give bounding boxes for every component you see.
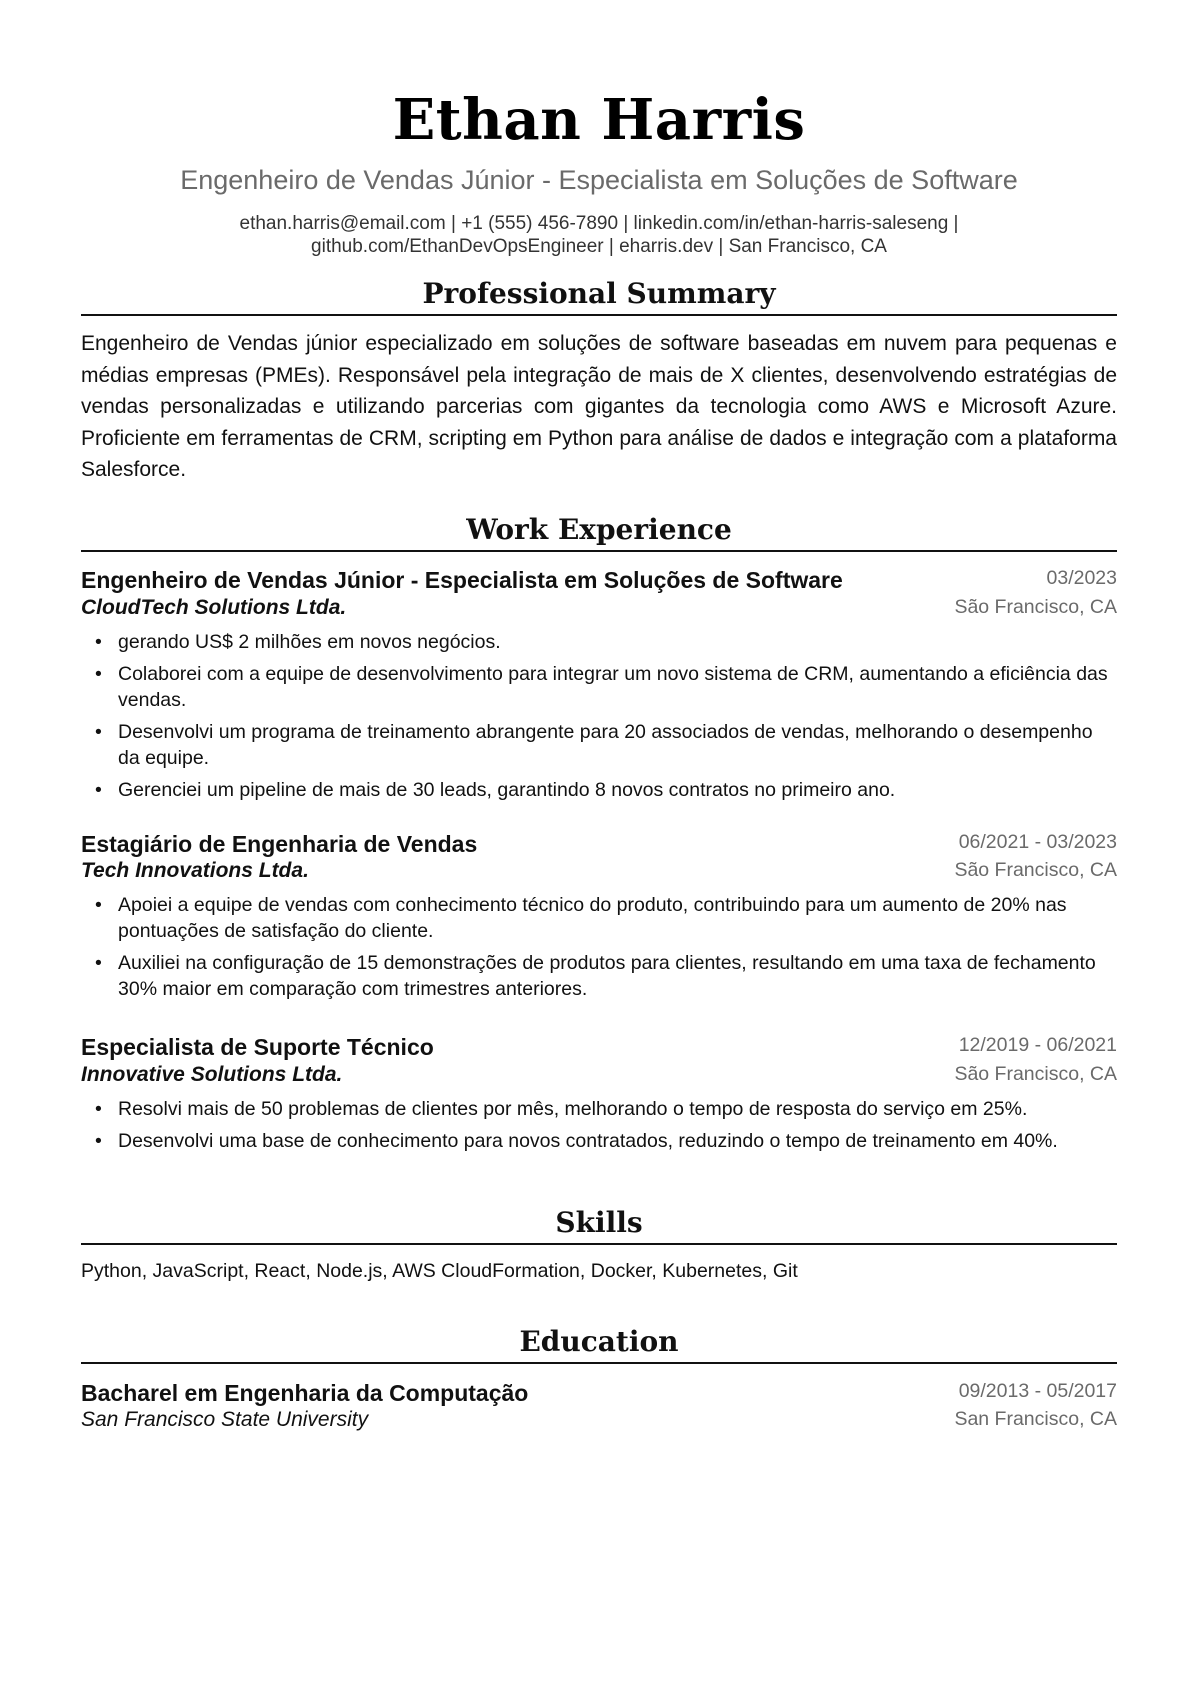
list-item: • gerando US$ 2 milhões em novos negócios. <box>81 629 1117 655</box>
list-item: • Apoiei a equipe de vendas com conhecimento técnico do produto, contribuindo para um aumento de 20% nas pontuações de satisfação do cliente. <box>81 892 1117 944</box>
job-bullets <box>81 629 1117 809</box>
summary-divider <box>81 314 1117 316</box>
job-location: São Francisco, CA <box>954 1063 1117 1085</box>
school-name: San Francisco State University <box>81 1408 369 1431</box>
job-company: Tech Innovations Ltda. <box>81 859 309 882</box>
candidate-headline: Engenheiro de Vendas Júnior - Especialista em Soluções de Software <box>180 165 1018 195</box>
education-divider <box>81 1362 1117 1364</box>
contact-line-2: github.com/EthanDevOpsEngineer | eharris.dev | San Francisco, CA <box>311 236 887 257</box>
candidate-name: Ethan Harris <box>392 87 806 153</box>
list-item: • Colaborei com a equipe de desenvolvimento para integrar um novo sistema de CRM, aumentando a eficiência das vendas. <box>81 661 1117 713</box>
contact-info <box>81 212 1117 258</box>
list-item: • Gerenciei um pipeline de mais de 30 leads, garantindo 8 novos contratos no primeiro ano. <box>81 777 1117 803</box>
contact-line-1: ethan.harris@email.com | +1 (555) 456-7890 | linkedin.com/in/ethan-harris-saleseng | <box>239 213 959 234</box>
education-date: 09/2013 - 05/2017 <box>958 1380 1117 1402</box>
summary-text: Engenheiro de Vendas júnior especializado em soluções de software baseadas em nuvem para pequenas e médias empresas (PMEs). Responsável pela integração de mais de X clientes, desenvolvendo estratégias de vendas personalizadas e utilizando parcerias com gigantes da tecnologia como AWS e Microsoft Azure. Proficiente em ferramentas de CRM, scripting em Python para análise de dados e integração com a plataforma Salesforce. <box>81 332 1117 481</box>
job-title: Especialista de Suporte Técnico <box>81 1034 434 1060</box>
list-item: • Resolvi mais de 50 problemas de clientes por mês, melhorando o tempo de resposta do serviço em 25%. <box>81 1096 1117 1122</box>
summary-section-title: Professional Summary <box>422 277 776 310</box>
school-location: San Francisco, CA <box>954 1408 1117 1430</box>
job-company: Innovative Solutions Ltda. <box>81 1063 343 1086</box>
job-date: 06/2021 - 03/2023 <box>958 831 1117 853</box>
skills-text: Python, JavaScript, React, Node.js, AWS CloudFormation, Docker, Kubernetes, Git <box>81 1260 798 1282</box>
degree-title: Bacharel em Engenharia da Computação <box>81 1380 529 1406</box>
list-item: • Desenvolvi um programa de treinamento abrangente para 20 associados de vendas, melhorando o desempenho da equipe. <box>81 719 1117 771</box>
skills-divider <box>81 1243 1117 1245</box>
job-bullets <box>81 892 1117 1008</box>
list-item: • Desenvolvi uma base de conhecimento para novos contratados, reduzindo o tempo de treinamento em 40%. <box>81 1128 1117 1154</box>
experience-section-title: Work Experience <box>466 513 732 546</box>
job-location: São Francisco, CA <box>954 859 1117 881</box>
job-location: São Francisco, CA <box>954 596 1117 618</box>
job-title: Estagiário de Engenharia de Vendas <box>81 831 478 857</box>
skills-section-title: Skills <box>555 1206 643 1239</box>
list-item: • Auxiliei na configuração de 15 demonstrações de produtos para clientes, resultando em uma taxa de fechamento 30% maior em comparação com trimestres anteriores. <box>81 950 1117 1002</box>
job-title: Engenheiro de Vendas Júnior - Especialista em Soluções de Software <box>81 567 843 593</box>
experience-divider <box>81 550 1117 552</box>
job-company: CloudTech Solutions Ltda. <box>81 596 347 619</box>
education-section-title: Education <box>519 1325 679 1358</box>
job-bullets <box>81 1096 1117 1160</box>
job-date: 03/2023 <box>1046 567 1117 589</box>
job-date: 12/2019 - 06/2021 <box>958 1034 1117 1056</box>
